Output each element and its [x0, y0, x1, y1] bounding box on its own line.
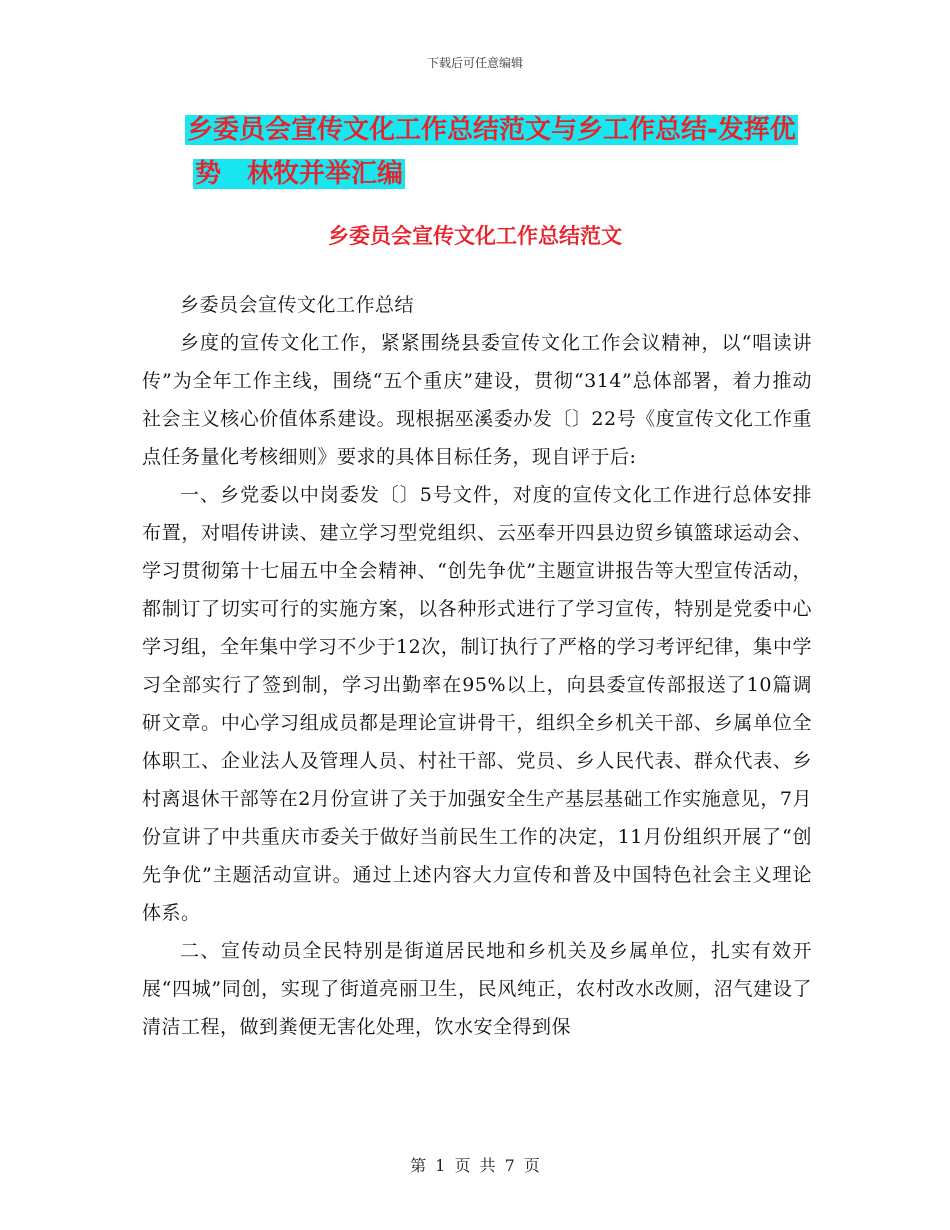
paragraph-subtitle: 乡委员会宣传文化工作总结 — [180, 294, 415, 316]
document-title — [185, 108, 825, 196]
title-highlight-1: 乡委员会宣传文化工作总结范文与乡工作总结-发挥优 — [187, 115, 796, 145]
paragraph-intro: 乡度的宣传文化工作，紧紧围绕县委宣传文化工作会议精神，以“唱读讲传”为全年工作主线，围绕“五个重庆”建设，贯彻“314”总体部署，着力推动社会主义核心价值体系建设。现根据巫溪委办发〔〕22号《度宣传文化工作重点任务量化考核细则》要求的具体目标任务，现自评于后: — [142, 332, 812, 468]
section-title: 乡委员会宣传文化工作总结范文 — [328, 224, 622, 248]
title-highlight-2: 势 林牧并举汇编 — [195, 159, 404, 189]
document-body — [142, 286, 812, 1046]
document-title-line-1 — [185, 108, 825, 152]
document-title-line-2 — [185, 152, 825, 196]
header-note: 下载后可任意编辑 — [426, 56, 523, 70]
paragraph-section-2: 二、宣传动员全民特别是街道居民地和乡机关及乡属单位，扎实有效开展“四城”同创，实现了街道亮丽卫生，民风纯正，农村改水改厕，沼气建设了清洁工程，做到粪便无害化处理，饮水安全得到保 — [142, 940, 812, 1038]
paragraph-section-1: 一、乡党委以中岗委发〔〕5号文件，对度的宣传文化工作进行总体安排布置，对唱传讲读、建立学习型党组织、云巫奉开四县边贸乡镇篮球运动会、学习贯彻第十七届五中全会精神、“创先争优”主题宣讲报告等大型宣传活动，都制订了切实可行的实施方案，以各种形式进行了学习宣传，特别是党委中心学习组，全年集中学习不少于12次，制订执行了严格的学习考评纪律，集中学习全部实行了签到制，学习出勤率在95%以上，向县委宣传部报送了10篇调研文章。中心学习组成员都是理论宣讲骨干，组织全乡机关干部、乡属单位全体职工、企业法人及管理人员、村社干部、党员、乡人民代表、群众代表、乡村离退休干部等在2月份宣讲了关于加强安全生产基层基础工作实施意见，7月份宣讲了中共重庆市委关于做好当前民生工作的决定，11月份组织开展了“创先争优”主题活动宣讲。通过上述内容大力宣传和普及中国特色社会主义理论体系。 — [142, 484, 812, 924]
page-number: 第 1 页 共 7 页 — [410, 1156, 540, 1175]
